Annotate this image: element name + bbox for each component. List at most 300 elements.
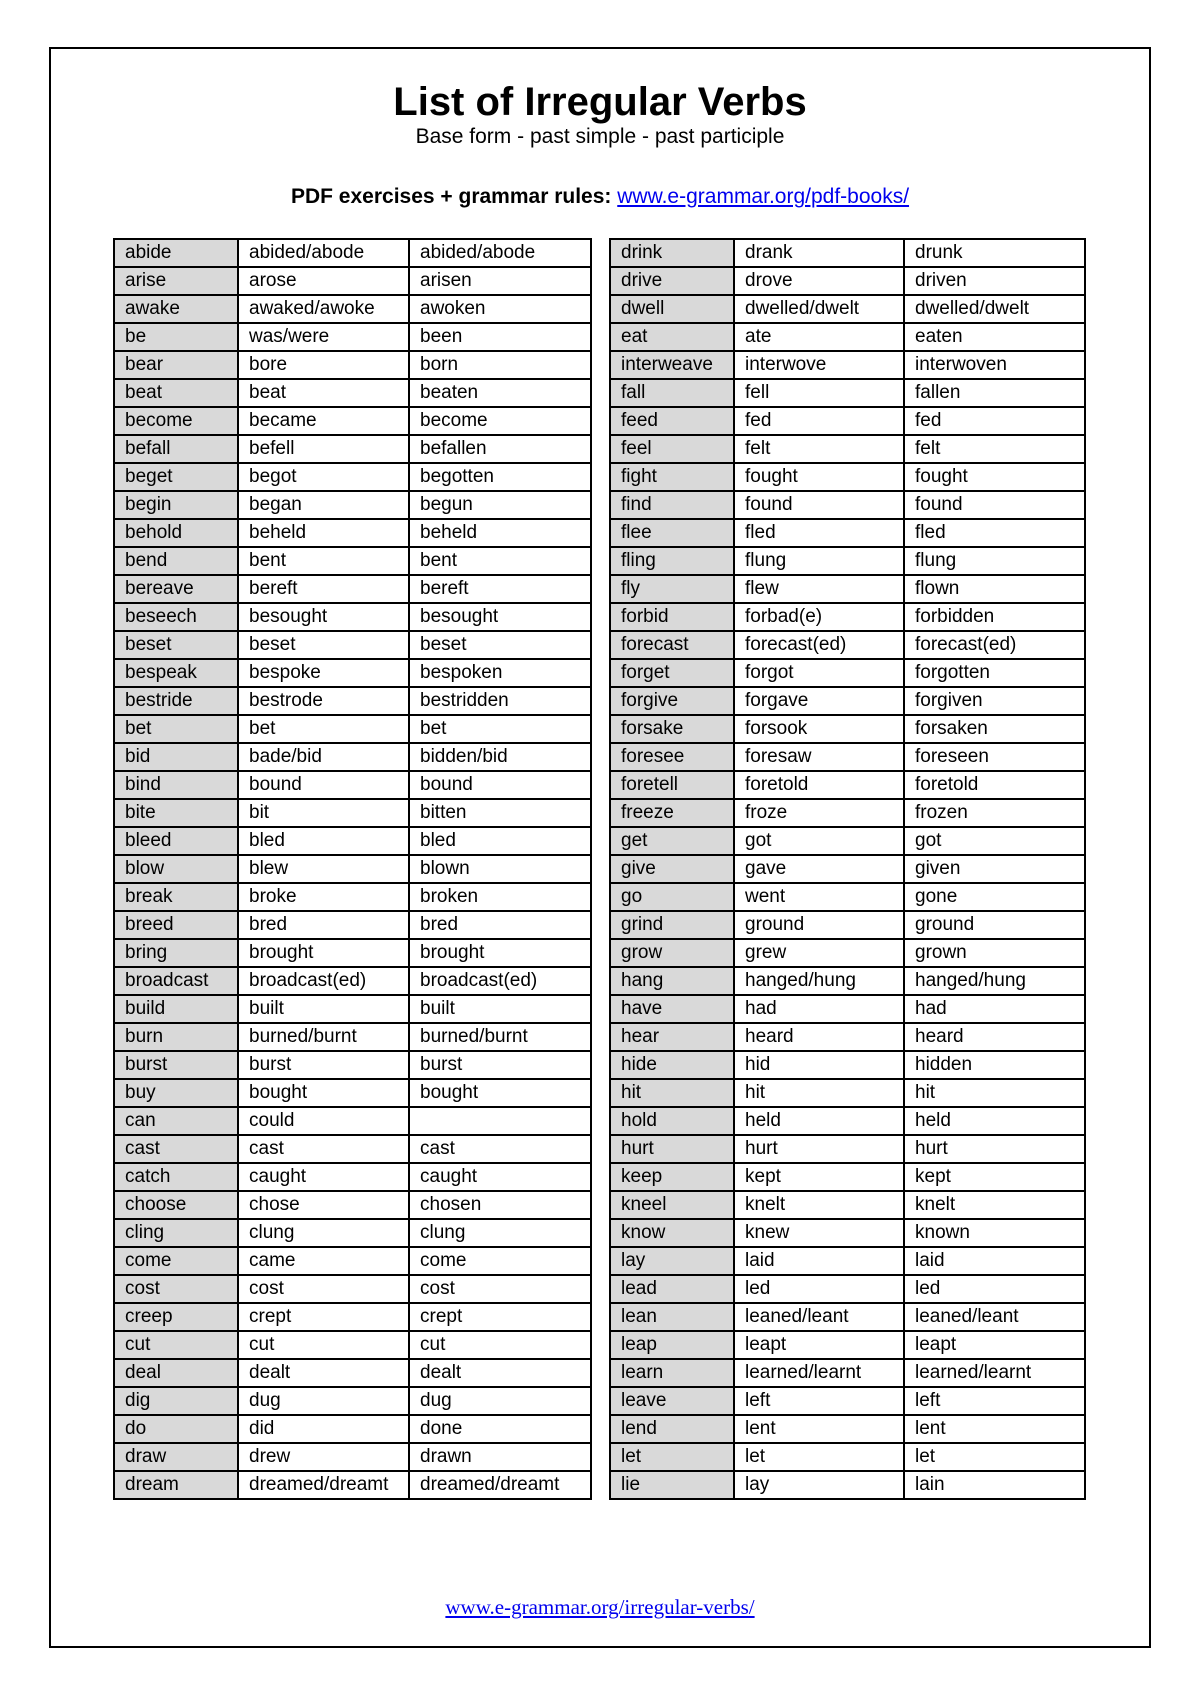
base-form-cell: begin — [114, 491, 238, 519]
base-form-cell: find — [610, 491, 734, 519]
past-simple-cell: awaked/awoke — [238, 295, 409, 323]
past-participle-cell: bound — [409, 771, 591, 799]
page-subtitle: Base form - past simple - past participle — [415, 125, 785, 148]
base-form-cell: keep — [610, 1163, 734, 1191]
past-simple-cell: crept — [238, 1303, 409, 1331]
base-form-cell: fly — [610, 575, 734, 603]
verb-row — [114, 1023, 591, 1051]
verb-row — [610, 547, 1085, 575]
past-participle-cell: held — [904, 1107, 1085, 1135]
past-simple-cell: bit — [238, 799, 409, 827]
past-simple-cell: ground — [734, 911, 904, 939]
verb-row — [610, 1219, 1085, 1247]
base-form-cell: breed — [114, 911, 238, 939]
base-form-cell: burn — [114, 1023, 238, 1051]
base-form-cell: bear — [114, 351, 238, 379]
verb-row — [610, 1247, 1085, 1275]
past-participle-cell: bred — [409, 911, 591, 939]
past-participle-cell: been — [409, 323, 591, 351]
past-simple-cell: forgave — [734, 687, 904, 715]
base-form-cell: be — [114, 323, 238, 351]
past-simple-cell: bade/bid — [238, 743, 409, 771]
verb-row — [114, 771, 591, 799]
past-participle-cell: foretold — [904, 771, 1085, 799]
past-participle-cell: forecast(ed) — [904, 631, 1085, 659]
verb-row — [610, 407, 1085, 435]
verb-row — [114, 1191, 591, 1219]
verb-row — [610, 939, 1085, 967]
past-simple-cell: abided/abode — [238, 239, 409, 267]
verb-row — [114, 547, 591, 575]
past-participle-cell: blown — [409, 855, 591, 883]
past-simple-cell: bet — [238, 715, 409, 743]
past-simple-cell: bereft — [238, 575, 409, 603]
past-participle-cell: dealt — [409, 1359, 591, 1387]
past-participle-cell: come — [409, 1247, 591, 1275]
past-simple-cell: had — [734, 995, 904, 1023]
base-form-cell: fight — [610, 463, 734, 491]
past-simple-cell: beset — [238, 631, 409, 659]
base-form-cell: kneel — [610, 1191, 734, 1219]
past-simple-cell: gave — [734, 855, 904, 883]
base-form-cell: fling — [610, 547, 734, 575]
past-simple-cell: froze — [734, 799, 904, 827]
past-simple-cell: dwelled/dwelt — [734, 295, 904, 323]
past-simple-cell: burst — [238, 1051, 409, 1079]
past-simple-cell: bled — [238, 827, 409, 855]
base-form-cell: flee — [610, 519, 734, 547]
past-simple-cell: lay — [734, 1471, 904, 1499]
base-form-cell: abide — [114, 239, 238, 267]
base-form-cell: cling — [114, 1219, 238, 1247]
verb-row — [610, 267, 1085, 295]
base-form-cell: hear — [610, 1023, 734, 1051]
past-participle-cell: abided/abode — [409, 239, 591, 267]
past-simple-cell: bestrode — [238, 687, 409, 715]
verb-row — [610, 1387, 1085, 1415]
base-form-cell: hold — [610, 1107, 734, 1135]
verb-row — [610, 603, 1085, 631]
base-form-cell: forecast — [610, 631, 734, 659]
past-participle-cell: let — [904, 1443, 1085, 1471]
past-simple-cell: was/were — [238, 323, 409, 351]
verb-row — [114, 1303, 591, 1331]
base-form-cell: forgive — [610, 687, 734, 715]
verb-row — [610, 1303, 1085, 1331]
past-participle-cell: burned/burnt — [409, 1023, 591, 1051]
past-participle-cell: heard — [904, 1023, 1085, 1051]
past-participle-cell: caught — [409, 1163, 591, 1191]
past-simple-cell: cost — [238, 1275, 409, 1303]
past-simple-cell: brought — [238, 939, 409, 967]
base-form-cell: become — [114, 407, 238, 435]
verb-row — [114, 1443, 591, 1471]
base-form-cell: can — [114, 1107, 238, 1135]
base-form-cell: bend — [114, 547, 238, 575]
past-participle-cell: ground — [904, 911, 1085, 939]
verb-row — [610, 575, 1085, 603]
past-simple-cell: went — [734, 883, 904, 911]
past-participle-cell: eaten — [904, 323, 1085, 351]
verb-row — [114, 687, 591, 715]
past-participle-cell: given — [904, 855, 1085, 883]
base-form-cell: interweave — [610, 351, 734, 379]
past-participle-cell: hurt — [904, 1135, 1085, 1163]
past-participle-cell: dreamed/dreamt — [409, 1471, 591, 1499]
past-simple-cell: forgot — [734, 659, 904, 687]
verb-row — [114, 267, 591, 295]
base-form-cell: foretell — [610, 771, 734, 799]
verb-row — [610, 1471, 1085, 1499]
verb-row — [114, 855, 591, 883]
verb-row — [610, 883, 1085, 911]
verb-row — [610, 1107, 1085, 1135]
base-form-cell: catch — [114, 1163, 238, 1191]
past-participle-cell: found — [904, 491, 1085, 519]
verb-row — [610, 379, 1085, 407]
past-participle-cell: broken — [409, 883, 591, 911]
past-simple-cell: flung — [734, 547, 904, 575]
verb-row — [114, 519, 591, 547]
past-participle-cell: foreseen — [904, 743, 1085, 771]
past-simple-cell: leaned/leant — [734, 1303, 904, 1331]
past-participle-cell: knelt — [904, 1191, 1085, 1219]
base-form-cell: freeze — [610, 799, 734, 827]
verb-row — [114, 1051, 591, 1079]
base-form-cell: forbid — [610, 603, 734, 631]
past-participle-cell: leapt — [904, 1331, 1085, 1359]
verb-row — [610, 1331, 1085, 1359]
past-participle-cell: learned/learnt — [904, 1359, 1085, 1387]
base-form-cell: grind — [610, 911, 734, 939]
past-simple-cell: laid — [734, 1247, 904, 1275]
past-simple-cell: did — [238, 1415, 409, 1443]
past-simple-cell: clung — [238, 1219, 409, 1247]
past-participle-cell: left — [904, 1387, 1085, 1415]
verb-row — [114, 631, 591, 659]
past-participle-cell: leaned/leant — [904, 1303, 1085, 1331]
past-participle-cell: beheld — [409, 519, 591, 547]
past-simple-cell: forsook — [734, 715, 904, 743]
past-simple-cell: hanged/hung — [734, 967, 904, 995]
past-participle-cell: driven — [904, 267, 1085, 295]
pdf-exercises-label: PDF exercises + grammar rules: — [290, 185, 612, 208]
past-simple-cell: foresaw — [734, 743, 904, 771]
past-participle-cell: laid — [904, 1247, 1085, 1275]
pdf-exercises-line — [0, 184, 1200, 210]
verb-row — [610, 799, 1085, 827]
past-participle-cell: fled — [904, 519, 1085, 547]
past-simple-cell: ate — [734, 323, 904, 351]
past-simple-cell: fell — [734, 379, 904, 407]
past-simple-cell: dreamed/dreamt — [238, 1471, 409, 1499]
past-participle-cell: done — [409, 1415, 591, 1443]
base-form-cell: do — [114, 1415, 238, 1443]
verb-row — [114, 603, 591, 631]
verb-row — [610, 491, 1085, 519]
base-form-cell: go — [610, 883, 734, 911]
base-form-cell: eat — [610, 323, 734, 351]
base-form-cell: lead — [610, 1275, 734, 1303]
past-simple-cell: fled — [734, 519, 904, 547]
verb-row — [114, 1163, 591, 1191]
past-simple-cell: broadcast(ed) — [238, 967, 409, 995]
past-simple-cell: befell — [238, 435, 409, 463]
verb-row — [610, 435, 1085, 463]
past-participle-cell: drawn — [409, 1443, 591, 1471]
base-form-cell: draw — [114, 1443, 238, 1471]
past-simple-cell: bent — [238, 547, 409, 575]
verb-row — [610, 1135, 1085, 1163]
base-form-cell: buy — [114, 1079, 238, 1107]
base-form-cell: bind — [114, 771, 238, 799]
past-participle-cell: awoken — [409, 295, 591, 323]
page-title: List of Irregular Verbs — [393, 80, 807, 124]
verb-row — [114, 295, 591, 323]
past-participle-cell: flown — [904, 575, 1085, 603]
past-participle-cell: bet — [409, 715, 591, 743]
past-simple-cell: hit — [734, 1079, 904, 1107]
verb-row — [114, 491, 591, 519]
base-form-cell: feel — [610, 435, 734, 463]
base-form-cell: choose — [114, 1191, 238, 1219]
verb-row — [610, 1079, 1085, 1107]
base-form-cell: hide — [610, 1051, 734, 1079]
verb-row — [114, 911, 591, 939]
past-simple-cell: broke — [238, 883, 409, 911]
base-form-cell: beat — [114, 379, 238, 407]
verb-row — [114, 967, 591, 995]
past-simple-cell: blew — [238, 855, 409, 883]
verb-row — [114, 659, 591, 687]
past-participle-cell: clung — [409, 1219, 591, 1247]
past-simple-cell: dealt — [238, 1359, 409, 1387]
past-participle-cell: known — [904, 1219, 1085, 1247]
past-participle-cell: dug — [409, 1387, 591, 1415]
base-form-cell: burst — [114, 1051, 238, 1079]
past-participle-cell: beaten — [409, 379, 591, 407]
base-form-cell: leave — [610, 1387, 734, 1415]
past-simple-cell: beheld — [238, 519, 409, 547]
past-simple-cell: flew — [734, 575, 904, 603]
past-simple-cell: arose — [238, 267, 409, 295]
past-participle-cell: had — [904, 995, 1085, 1023]
past-simple-cell: bound — [238, 771, 409, 799]
past-simple-cell: lent — [734, 1415, 904, 1443]
irregular-verbs-link[interactable]: www.e-grammar.org/irregular-verbs/ — [445, 1595, 755, 1619]
base-form-cell: awake — [114, 295, 238, 323]
verb-row — [610, 351, 1085, 379]
past-participle-cell: fallen — [904, 379, 1085, 407]
past-simple-cell: besought — [238, 603, 409, 631]
past-simple-cell: heard — [734, 1023, 904, 1051]
past-simple-cell: caught — [238, 1163, 409, 1191]
verb-row — [114, 1415, 591, 1443]
past-simple-cell: forecast(ed) — [734, 631, 904, 659]
base-form-cell: bestride — [114, 687, 238, 715]
base-form-cell: cast — [114, 1135, 238, 1163]
past-simple-cell: felt — [734, 435, 904, 463]
verb-row — [114, 743, 591, 771]
past-participle-cell: bidden/bid — [409, 743, 591, 771]
past-simple-cell: beat — [238, 379, 409, 407]
base-form-cell: foresee — [610, 743, 734, 771]
past-participle-cell: born — [409, 351, 591, 379]
past-simple-cell: grew — [734, 939, 904, 967]
verb-row — [114, 1247, 591, 1275]
past-simple-cell: burned/burnt — [238, 1023, 409, 1051]
base-form-cell: get — [610, 827, 734, 855]
base-form-cell: lend — [610, 1415, 734, 1443]
base-form-cell: bring — [114, 939, 238, 967]
past-simple-cell: foretold — [734, 771, 904, 799]
past-simple-cell: leapt — [734, 1331, 904, 1359]
base-form-cell: forsake — [610, 715, 734, 743]
past-participle-cell: cut — [409, 1331, 591, 1359]
past-participle-cell: begun — [409, 491, 591, 519]
past-participle-cell: led — [904, 1275, 1085, 1303]
verb-row — [610, 1415, 1085, 1443]
past-participle-cell: become — [409, 407, 591, 435]
base-form-cell: feed — [610, 407, 734, 435]
past-simple-cell: cut — [238, 1331, 409, 1359]
verb-row — [610, 295, 1085, 323]
past-simple-cell: bespoke — [238, 659, 409, 687]
base-form-cell: fall — [610, 379, 734, 407]
verb-row — [610, 1443, 1085, 1471]
verb-row — [114, 1079, 591, 1107]
verb-row — [114, 995, 591, 1023]
verb-row — [114, 883, 591, 911]
base-form-cell: break — [114, 883, 238, 911]
verb-row — [610, 463, 1085, 491]
verb-row — [610, 1023, 1085, 1051]
base-form-cell: bespeak — [114, 659, 238, 687]
verb-row — [610, 967, 1085, 995]
past-simple-cell: built — [238, 995, 409, 1023]
past-simple-cell: drove — [734, 267, 904, 295]
past-participle-cell: besought — [409, 603, 591, 631]
past-participle-cell: bespoken — [409, 659, 591, 687]
past-participle-cell: frozen — [904, 799, 1085, 827]
past-participle-cell: fought — [904, 463, 1085, 491]
past-participle-cell: forbidden — [904, 603, 1085, 631]
footer — [0, 1594, 1200, 1620]
verb-row — [610, 659, 1085, 687]
past-simple-cell: could — [238, 1107, 409, 1135]
past-simple-cell: drew — [238, 1443, 409, 1471]
past-participle-cell: arisen — [409, 267, 591, 295]
pdf-books-link[interactable]: www.e-grammar.org/pdf-books/ — [617, 185, 910, 208]
past-participle-cell: bitten — [409, 799, 591, 827]
past-participle-cell: brought — [409, 939, 591, 967]
past-participle-cell: burst — [409, 1051, 591, 1079]
past-participle-cell: broadcast(ed) — [409, 967, 591, 995]
verb-table-right-body — [610, 239, 1085, 1499]
verb-row — [114, 799, 591, 827]
verb-row — [114, 1387, 591, 1415]
past-simple-cell: hid — [734, 1051, 904, 1079]
base-form-cell: blow — [114, 855, 238, 883]
verb-row — [114, 379, 591, 407]
past-participle-cell: cost — [409, 1275, 591, 1303]
verb-row — [114, 575, 591, 603]
past-simple-cell: bred — [238, 911, 409, 939]
verb-row — [610, 827, 1085, 855]
past-participle-cell: built — [409, 995, 591, 1023]
base-form-cell: befall — [114, 435, 238, 463]
past-participle-cell: hit — [904, 1079, 1085, 1107]
past-participle-cell: fed — [904, 407, 1085, 435]
verb-row — [114, 407, 591, 435]
past-simple-cell: fed — [734, 407, 904, 435]
verb-row — [610, 1191, 1085, 1219]
past-participle-cell: grown — [904, 939, 1085, 967]
verb-row — [114, 827, 591, 855]
past-participle-cell: bent — [409, 547, 591, 575]
base-form-cell: bereave — [114, 575, 238, 603]
past-simple-cell: forbad(e) — [734, 603, 904, 631]
base-form-cell: creep — [114, 1303, 238, 1331]
base-form-cell: lie — [610, 1471, 734, 1499]
verb-row — [610, 995, 1085, 1023]
past-simple-cell: got — [734, 827, 904, 855]
past-participle-cell: gone — [904, 883, 1085, 911]
base-form-cell: build — [114, 995, 238, 1023]
past-participle-cell: crept — [409, 1303, 591, 1331]
past-participle-cell: cast — [409, 1135, 591, 1163]
verb-row — [610, 911, 1085, 939]
verb-row — [114, 351, 591, 379]
past-simple-cell: hurt — [734, 1135, 904, 1163]
past-participle-cell: beset — [409, 631, 591, 659]
verb-row — [114, 1219, 591, 1247]
verb-table-right — [609, 238, 1086, 1500]
verb-row — [610, 631, 1085, 659]
past-simple-cell: bought — [238, 1079, 409, 1107]
verb-row — [610, 1051, 1085, 1079]
verb-row — [114, 1359, 591, 1387]
verb-row — [114, 463, 591, 491]
past-simple-cell: cast — [238, 1135, 409, 1163]
base-form-cell: dwell — [610, 295, 734, 323]
past-participle-cell: forgotten — [904, 659, 1085, 687]
past-simple-cell: knew — [734, 1219, 904, 1247]
verb-row — [610, 1359, 1085, 1387]
verb-row — [114, 1135, 591, 1163]
past-simple-cell: drank — [734, 239, 904, 267]
past-simple-cell: kept — [734, 1163, 904, 1191]
past-participle-cell: begotten — [409, 463, 591, 491]
base-form-cell: bite — [114, 799, 238, 827]
verb-row — [114, 435, 591, 463]
past-participle-cell: felt — [904, 435, 1085, 463]
past-simple-cell: begot — [238, 463, 409, 491]
past-participle-cell: forsaken — [904, 715, 1085, 743]
past-simple-cell: learned/learnt — [734, 1359, 904, 1387]
verb-row — [114, 715, 591, 743]
past-participle-cell: lent — [904, 1415, 1085, 1443]
base-form-cell: learn — [610, 1359, 734, 1387]
past-simple-cell: bore — [238, 351, 409, 379]
base-form-cell: let — [610, 1443, 734, 1471]
verb-row — [610, 323, 1085, 351]
past-participle-cell: dwelled/dwelt — [904, 295, 1085, 323]
past-participle-cell: bestridden — [409, 687, 591, 715]
past-simple-cell: began — [238, 491, 409, 519]
base-form-cell: drive — [610, 267, 734, 295]
base-form-cell: deal — [114, 1359, 238, 1387]
